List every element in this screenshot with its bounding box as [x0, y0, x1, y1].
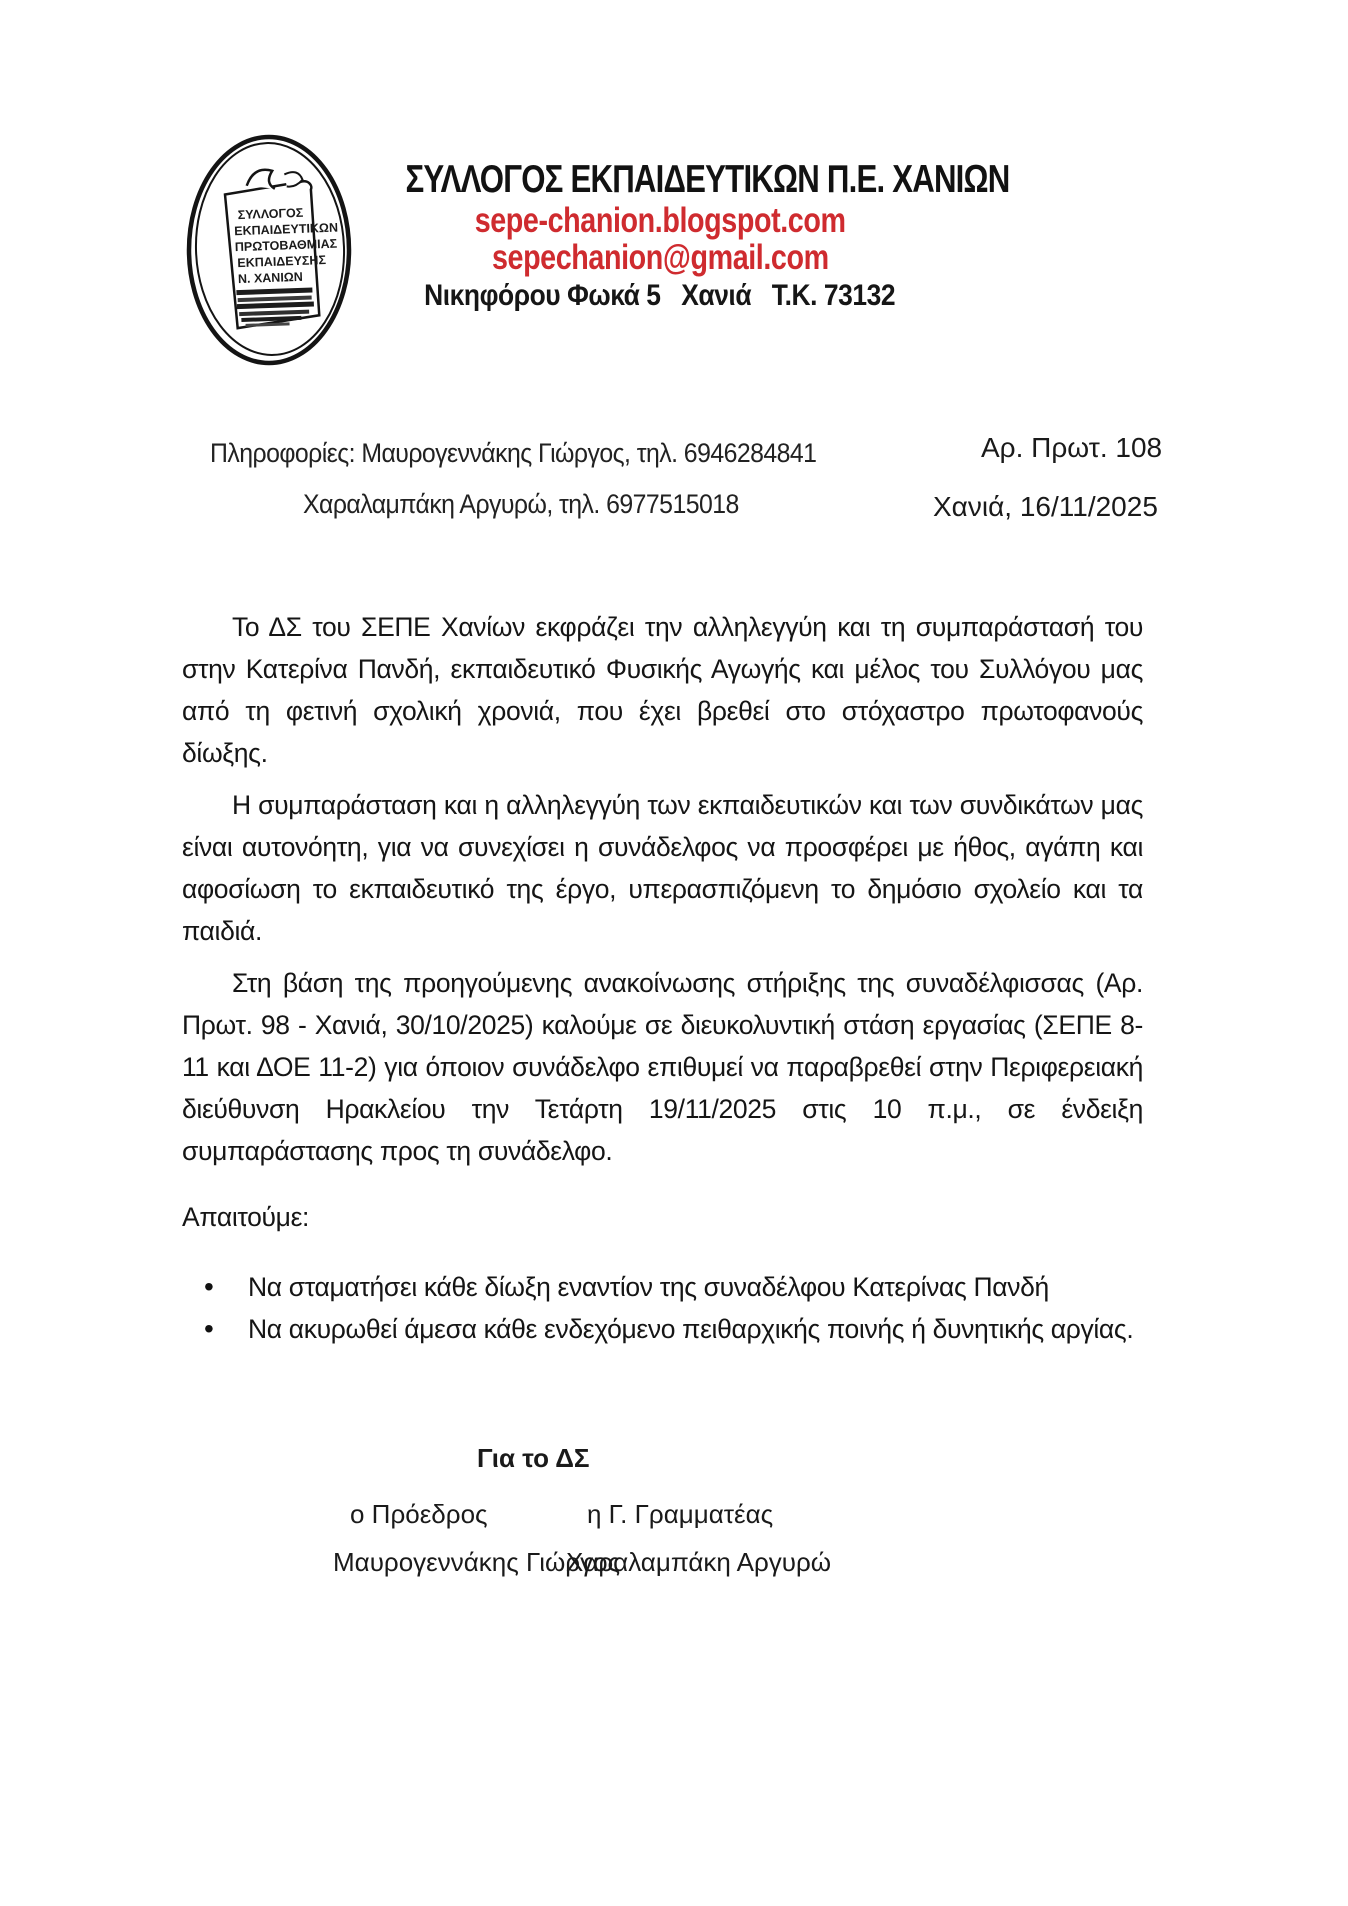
paragraph-1: Το ΔΣ του ΣΕΠΕ Χανίων εκφράζει την αλληλεγγύη και τη συμπαράστασή του στην Κατερίνα Πανδή, εκπαιδευτικό Φυσικής Αγωγής και μέλος του Συλλόγου μας από τη φετινή σχολική χρονιά, που έχει βρεθεί στο στόχαστρο πρωτοφανούς δίωξης. [182, 612, 1143, 768]
logo-text-line: ΣΥΛΛΟΓΟΣ [237, 205, 304, 223]
signature-heading: Για το ΔΣ [477, 1443, 590, 1473]
demand-item: • Να ακυρωθεί άμεσα κάθε ενδεχόμενο πειθαρχικής ποινής ή δυνητικής αργίας. [248, 1308, 1143, 1350]
protocol-number: Αρ. Πρωτ. 108 [981, 432, 1163, 463]
paragraph-3: Στη βάση της προηγούμενης ανακοίνωσης στήριξης της συναδέλφισσας (Αρ. Πρωτ. 98 - Χανιά, 30/10/2025) καλούμε σε διευκολυντική στάση εργασίας (ΣΕΠΕ 8-11 και ΔΟΕ 11-2) για όποιον συνάδελφο επιθυμεί να παραβρεθεί στην Περιφερειακή διεύθυνση Ηρακλείου την Τετάρτη 19/11/2025 στις 10 π.μ., σε ένδειξη συμπαράστασης προς τη συνάδελφο. [182, 968, 1143, 1166]
demands-heading: Απαιτούμε: [182, 1202, 310, 1232]
logo-text-line: ΕΚΠΑΙΔΕΥΣΗΣ [237, 253, 327, 271]
letterhead [330, 158, 1010, 316]
place-date: Χανιά, 16/11/2025 [933, 491, 1158, 522]
secretary-role: η Γ. Γραμματέας [587, 1499, 774, 1529]
logo-text-line: ΠΡΩΤΟΒΑΘΜΙΑΣ [234, 236, 338, 255]
letter-body [182, 606, 1143, 1350]
postal-address: Νικηφόρου Φωκά 5 Χανιά Τ.Κ. 73132 [424, 279, 896, 312]
secretary-name: Χαραλαμπάκη Αργυρώ [566, 1547, 832, 1577]
paragraph-2: Η συμπαράσταση και η αλληλεγγύη των εκπαιδευτικών και των συνδικάτων μας είναι αυτονόητη, για να συνεχίσει η συνάδελφος να προσφέρει με ήθος, αγάπη και αφοσίωση το εκπαιδευτικό της έργο, υπερασπιζόμενη το δημόσιο σχολείο και τα παιδιά. [182, 790, 1143, 946]
president-name: Μαυρογεννάκης Γιώργος [333, 1547, 621, 1577]
logo-text-line: Ν. ΧΑΝΙΩΝ [237, 269, 304, 287]
blog-url: sepe-chanion.blogspot.com [474, 201, 846, 240]
logo-text-line: ΕΚΠΑΙΔΕΥΤΙΚΩΝ [234, 220, 339, 239]
org-name: ΣΥΛΛΟΓΟΣ ΕΚΠΑΙΔΕΥΤΙΚΩΝ Π.Ε. ΧΑΝΙΩΝ [405, 158, 1010, 201]
demand-item: • Να σταματήσει κάθε δίωξη εναντίον της συναδέλφου Κατερίνας Πανδή [248, 1266, 1143, 1308]
info-contact-line-2: Χαραλαμπάκη Αργυρώ, τηλ. 6977515018 [303, 489, 739, 519]
email-address: sepechanion@gmail.com [491, 238, 829, 277]
demands-list [182, 1266, 1143, 1350]
president-role: ο Πρόεδρος [350, 1499, 488, 1529]
info-contact-line-1: Πληροφορίες: Μαυρογεννάκης Γιώργος, τηλ. 6946284841 [210, 438, 817, 468]
